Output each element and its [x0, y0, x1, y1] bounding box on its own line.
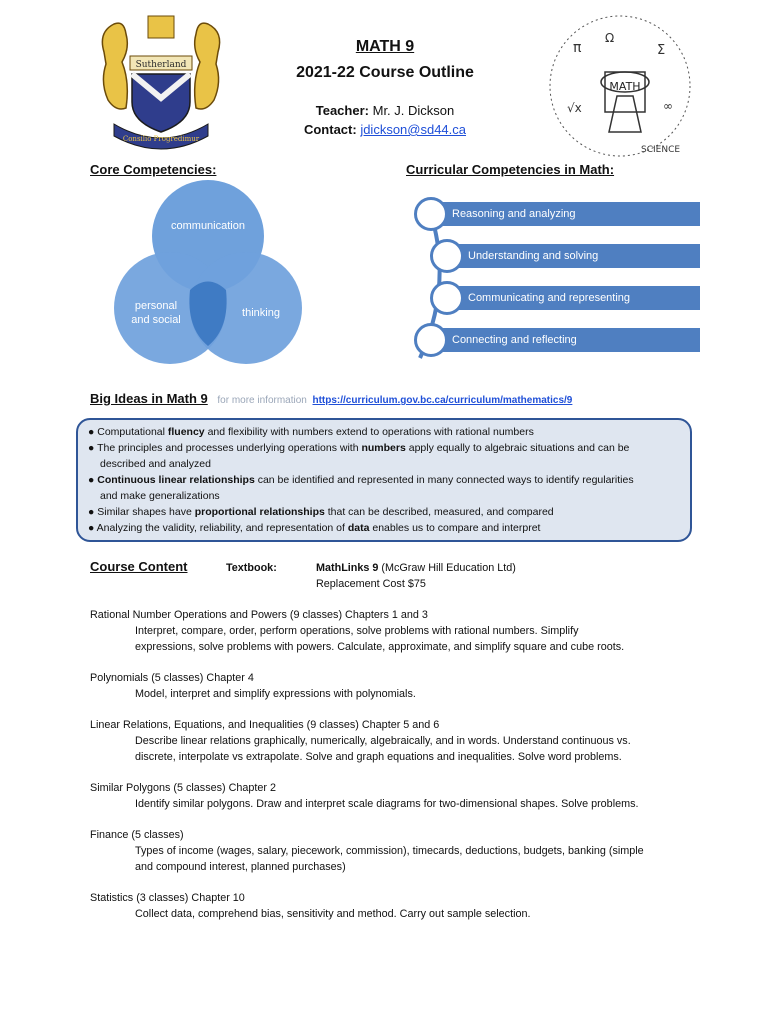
svg-text:∞: ∞ [663, 99, 673, 113]
curricular-item-label: Communicating and representing [468, 292, 631, 304]
curriculum-link[interactable]: https://curriculum.gov.bc.ca/curriculum/mathematics/9 [312, 395, 573, 406]
crest-banner-text: Sutherland [135, 60, 187, 70]
big-ideas-heading: Big Ideas in Math 9 [90, 391, 208, 406]
textbook-publisher: (McGraw Hill Education Ltd) [381, 562, 516, 574]
big-ideas-heading-row [90, 391, 572, 406]
curricular-item-understanding [448, 244, 700, 268]
textbook-name: MathLinks 9 [316, 562, 379, 574]
page-title: MATH 9 [355, 38, 415, 55]
textbook-line [316, 560, 516, 576]
unit-desc: expressions, solve problems with powers. Calculate, approximate, and simplify square and cube roots. [135, 641, 625, 653]
venn-label-social: and social [131, 314, 181, 326]
unit-title: Rational Number Operations and Powers (9 classes) Chapters 1 and 3 [90, 609, 428, 621]
unit-desc: Model, interpret and simplify expressions with polynomials. [135, 688, 416, 700]
big-idea-3: ● Continuous linear relationships can be identified and represented in many connected ways to identify regularities [88, 474, 634, 486]
curricular-dot [414, 323, 448, 357]
curricular-dot [430, 239, 464, 273]
core-competencies-heading: Core Competencies: [90, 162, 217, 177]
svg-text:√x: √x [567, 101, 582, 115]
venn-label-communication: communication [171, 220, 245, 232]
big-idea-4: ● Similar shapes have proportional relationships that can be described, measured, and compared [88, 506, 554, 518]
unit-desc: Describe linear relations graphically, numerically, algebraically, and in words. Understand continuous vs. [135, 735, 631, 747]
course-content-heading: Course Content [90, 559, 188, 574]
contact-email-link[interactable]: jdickson@sd44.ca [360, 122, 467, 137]
svg-text:SCIENCE: SCIENCE [641, 145, 681, 155]
curricular-item-connecting [432, 328, 700, 352]
teacher-line [230, 103, 540, 118]
svg-text:Σ: Σ [657, 43, 666, 58]
big-idea-2: ● The principles and processes underlying operations with numbers apply equally to algebraic situations and can be [88, 442, 630, 454]
unit-title: Statistics (3 classes) Chapter 10 [90, 892, 245, 904]
more-info-text: for more information [217, 395, 307, 406]
replacement-cost: Replacement Cost $75 [316, 578, 426, 590]
teacher-label: Teacher: [315, 103, 369, 118]
unit-desc: Interpret, compare, order, perform operations, solve problems with rational numbers. Simplify [135, 625, 579, 637]
venn-label-thinking: thinking [242, 307, 280, 319]
big-idea-5: ● Analyzing the validity, reliability, and representation of data enables us to compare and interpret [88, 522, 541, 534]
textbook-label: Textbook: [226, 562, 277, 574]
unit-desc: Types of income (wages, salary, piecework, commission), timecards, deductions, budgets, banking (simple [135, 845, 644, 857]
unit-desc: discrete, interpolate vs extrapolate. Solve and graph equations and inequalities. Solve word problems. [135, 751, 622, 763]
curricular-competencies-heading: Curricular Competencies in Math: [406, 162, 615, 177]
svg-text:MATH: MATH [609, 80, 641, 93]
curricular-dot [414, 197, 448, 231]
curricular-item-label: Connecting and reflecting [452, 334, 577, 346]
curricular-item-label: Reasoning and analyzing [452, 208, 576, 220]
big-idea-2-cont: described and analyzed [100, 458, 211, 470]
svg-text:Ω: Ω [605, 31, 615, 45]
curricular-item-reasoning [432, 202, 700, 226]
curricular-item-communicating [448, 286, 700, 310]
unit-title: Finance (5 classes) [90, 829, 184, 841]
core-competencies-venn [108, 178, 338, 370]
crest-motto-text: Consilio Progredimur [122, 135, 200, 143]
contact-line [230, 122, 540, 137]
svg-text:π: π [573, 40, 582, 56]
big-idea-1: ● Computational fluency and flexibility with numbers extend to operations with rational numbers [88, 426, 534, 438]
teacher-name: Mr. J. Dickson [372, 103, 455, 118]
school-crest-logo [96, 12, 226, 152]
unit-desc: Identify similar polygons. Draw and interpret scale diagrams for two-dimensional shapes. Solve problems. [135, 798, 639, 810]
curricular-dot [430, 281, 464, 315]
page-subtitle: 2021-22 Course Outline [296, 64, 474, 81]
venn-label-personal: personal [134, 300, 178, 312]
curricular-item-label: Understanding and solving [468, 250, 599, 262]
big-idea-3-cont: and make generalizations [100, 490, 220, 502]
unit-desc: and compound interest, planned purchases) [135, 861, 346, 873]
math-science-doodle-logo [545, 12, 695, 160]
contact-label: Contact: [303, 122, 357, 137]
unit-desc: Collect data, comprehend bias, sensitivity and method. Carry out sample selection. [135, 908, 531, 920]
unit-title: Similar Polygons (5 classes) Chapter 2 [90, 782, 277, 794]
unit-title: Linear Relations, Equations, and Inequalities (9 classes) Chapter 5 and 6 [90, 719, 440, 731]
unit-title: Polynomials (5 classes) Chapter 4 [90, 672, 254, 684]
